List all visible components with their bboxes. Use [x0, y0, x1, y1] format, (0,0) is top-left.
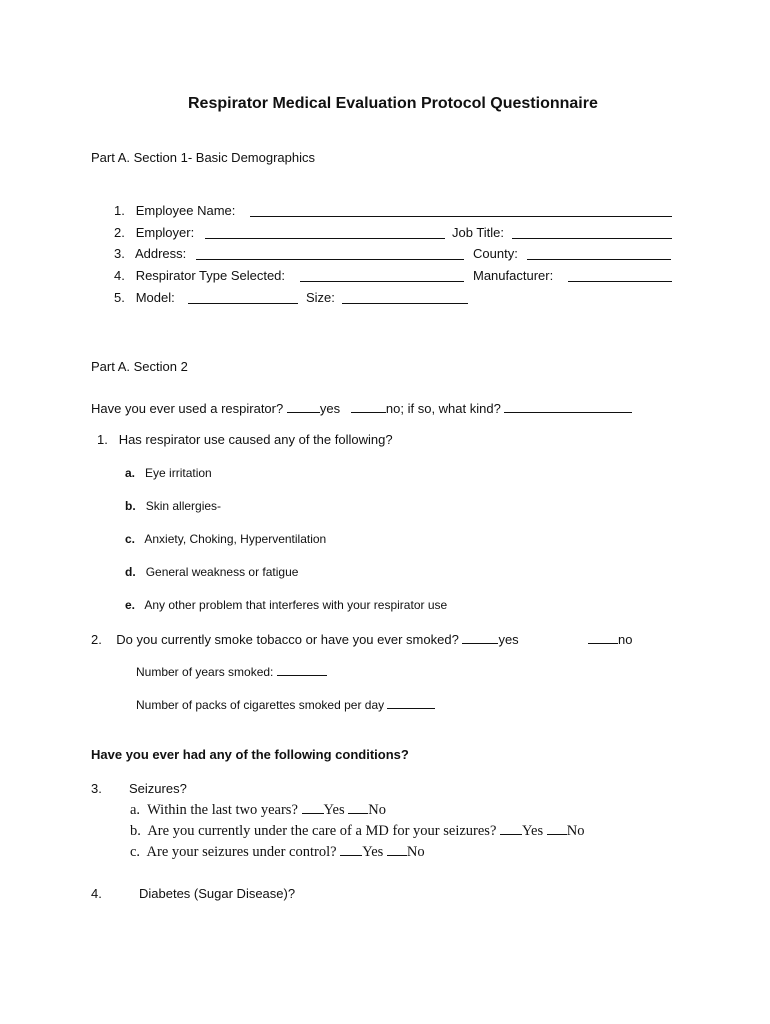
- item-letter: c.: [125, 532, 136, 546]
- item-letter: b.: [130, 823, 141, 839]
- question-1: [97, 432, 393, 447]
- item-text: Are your seizures under control?: [146, 844, 337, 860]
- list-item: [125, 565, 298, 579]
- packs-per-day-blank[interactable]: [387, 698, 435, 709]
- smoke-yes-blank[interactable]: [462, 631, 498, 644]
- list-item: [125, 499, 221, 513]
- years-smoked-label: Number of years smoked:: [136, 665, 274, 679]
- yes-label: Yes: [522, 823, 544, 839]
- item-text: Anxiety, Choking, Hyperventilation: [144, 532, 327, 546]
- job-title-input[interactable]: [512, 238, 672, 239]
- seizure-c-no-blank[interactable]: [387, 843, 407, 856]
- section2-heading: Part A. Section 2: [91, 359, 188, 374]
- packs-per-day-label: Number of packs of cigarettes smoked per day: [136, 698, 385, 712]
- field-label: Employee Name:: [135, 203, 236, 218]
- respirator-kind-blank[interactable]: [504, 400, 632, 413]
- seizure-item-c: [130, 843, 425, 861]
- smoke-yes-label: yes: [498, 632, 519, 647]
- field-label: Respirator Type Selected:: [135, 268, 286, 283]
- field-label: Model:: [135, 290, 175, 305]
- field-respirator-type: [114, 268, 285, 283]
- item-letter: a.: [125, 466, 136, 480]
- used-yes-blank[interactable]: [287, 400, 320, 413]
- used-yes-label: yes: [319, 401, 341, 416]
- item-text: Eye irritation: [145, 466, 212, 480]
- item-text: Within the last two years?: [147, 802, 298, 818]
- manufacturer-label: Manufacturer:: [473, 268, 554, 283]
- item-letter: e.: [125, 598, 136, 612]
- years-smoked-blank[interactable]: [277, 665, 327, 676]
- seizure-b-no-blank[interactable]: [547, 822, 567, 835]
- smoke-no-label: no: [618, 632, 633, 647]
- item-letter: c.: [130, 844, 141, 860]
- field-number: 4.: [114, 268, 125, 283]
- item-letter: a.: [130, 802, 141, 818]
- no-label: No: [368, 802, 386, 818]
- yes-label: Yes: [362, 844, 384, 860]
- item-text: Skin allergies-: [145, 499, 222, 513]
- field-label: Address:: [134, 246, 187, 261]
- county-input[interactable]: [527, 259, 671, 260]
- years-smoked-row: [136, 665, 327, 679]
- field-number: 3.: [114, 246, 125, 261]
- used-respirator-row: [91, 400, 632, 416]
- seizure-c-yes-blank[interactable]: [340, 843, 362, 856]
- section1-heading: Part A. Section 1- Basic Demographics: [91, 150, 315, 165]
- size-input[interactable]: [342, 303, 468, 304]
- size-label: Size:: [306, 290, 335, 305]
- question-3-text: Seizures?: [129, 781, 187, 796]
- respirator-type-input[interactable]: [300, 281, 464, 282]
- item-letter: b.: [125, 499, 136, 513]
- item-letter: d.: [125, 565, 136, 579]
- question-number: 2.: [91, 632, 102, 647]
- question-text: Do you currently smoke tobacco or have you ever smoked?: [116, 632, 459, 647]
- address-input[interactable]: [196, 259, 464, 260]
- field-number: 5.: [114, 290, 125, 305]
- seizure-item-b: [130, 822, 584, 840]
- field-employer: [114, 225, 194, 240]
- job-title-label: Job Title:: [452, 225, 505, 240]
- question-2: [91, 631, 519, 647]
- item-text: Are you currently under the care of a MD for your seizures?: [147, 823, 497, 839]
- field-model: [114, 290, 175, 305]
- question-number: 1.: [97, 432, 108, 447]
- smoke-no-option: [588, 631, 632, 647]
- manufacturer-input[interactable]: [568, 281, 672, 282]
- list-item: [125, 466, 212, 480]
- seizure-a-no-blank[interactable]: [348, 801, 368, 814]
- field-number: 1.: [114, 203, 125, 218]
- used-no-label: no; if so, what kind?: [385, 401, 501, 416]
- seizure-b-yes-blank[interactable]: [500, 822, 522, 835]
- employer-input[interactable]: [205, 238, 445, 239]
- county-label: County:: [473, 246, 518, 261]
- question-text: Has respirator use caused any of the following?: [118, 432, 393, 447]
- field-address: [114, 246, 186, 261]
- item-text: General weakness or fatigue: [145, 565, 299, 579]
- list-item: [125, 598, 447, 612]
- question-3-number: 3.: [91, 781, 102, 796]
- field-number: 2.: [114, 225, 125, 240]
- question-4-number: 4.: [91, 886, 102, 901]
- seizure-item-a: [130, 801, 386, 819]
- no-label: No: [406, 844, 425, 860]
- page-title: Respirator Medical Evaluation Protocol Questionnaire: [188, 95, 598, 112]
- conditions-heading: Have you ever had any of the following conditions?: [91, 747, 409, 762]
- no-label: No: [566, 823, 585, 839]
- smoke-no-blank[interactable]: [588, 631, 618, 644]
- list-item: [125, 532, 326, 546]
- field-employee-name: [114, 203, 235, 218]
- used-respirator-question: Have you ever used a respirator?: [91, 401, 284, 416]
- field-label: Employer:: [135, 225, 195, 240]
- used-no-blank[interactable]: [351, 400, 386, 413]
- item-text: Any other problem that interferes with your respirator use: [144, 598, 448, 612]
- yes-label: Yes: [323, 802, 345, 818]
- model-input[interactable]: [188, 303, 298, 304]
- question-4-text: Diabetes (Sugar Disease)?: [139, 886, 296, 901]
- employee-name-input[interactable]: [250, 216, 672, 217]
- packs-per-day-row: [136, 698, 435, 712]
- seizure-a-yes-blank[interactable]: [302, 801, 324, 814]
